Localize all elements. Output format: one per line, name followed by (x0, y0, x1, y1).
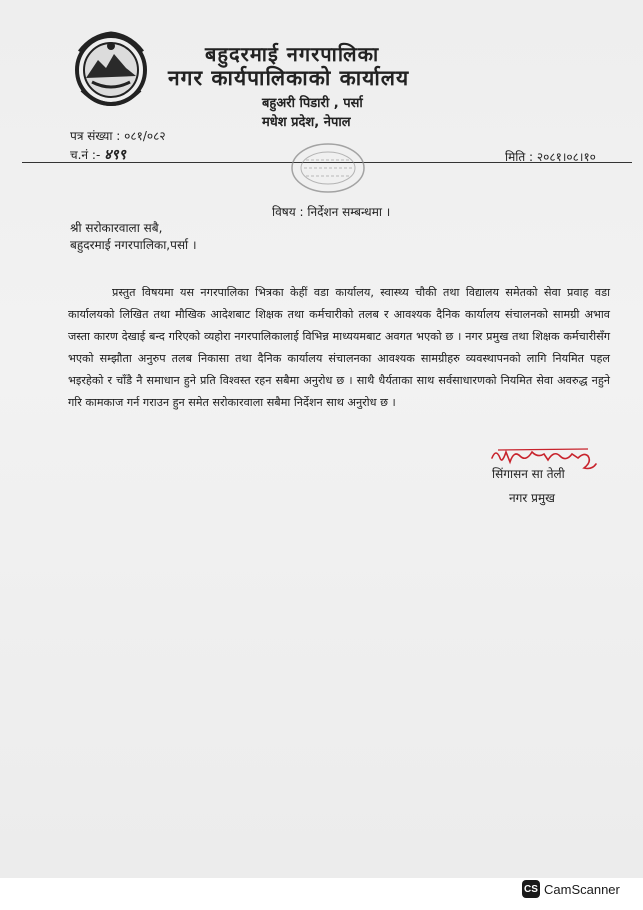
camscanner-watermark (522, 878, 620, 900)
office-stamp-icon (288, 140, 368, 196)
signatory-name: सिंगासन सा तेली (492, 467, 565, 481)
nepal-emblem-icon (72, 30, 150, 108)
camscanner-name: CamScanner (544, 881, 620, 897)
letter-subject: विषय : निर्देशन सम्बन्धमा । (272, 205, 391, 219)
office-name: बहुदरमाई नगरपालिका (205, 42, 380, 66)
address-line-1: बहुअरी पिडारी , पर्सा (262, 96, 363, 111)
letter-body: प्रस्तुत विषयमा यस नगरपालिका भित्रका केहीं वडा कार्यालय, स्वास्थ्य चौकी तथा विद्यालय समेतको सेवा प्रवाह वडा कार्यालयको लिखित तथा मौखिक आदेशबाट शिक्षक तथा कर्मचारीको तलब र आवश्यक दैनिक कार्यालय संचालनको सामग्री अभाव जस्ता कारण देखाई बन्द गरिएको व्यहोरा नगरपालिकालाई विभिन्न माध्ययमबाट अवगत भएको छ । नगर प्रमुख तथा शिक्षक कर्मचारीसँग भएको सम्झौता अनुरुप तलब निकासा तथा दैनिक कार्यालय संचालनका आवश्यक सामग्रीहरु व्यवस्थापनको लागि नियमित पहल भइरहेको र चाँडै नै समाधान हुने प्रति विश्वस्त रहन सबैमा अनुरोध छ । साथै धैर्यताका साथ सर्वसाधारणको नियमित सेवा अवरुद्ध नहुने गरि कामकाज गर्न गराउन हुन समेत सरोकारवाला सबैमा निर्देशन साथ अनुरोध छ । (68, 286, 610, 409)
address-line-2: मधेश प्रदेश, नेपाल (262, 115, 351, 130)
camscanner-logo-icon: CS (522, 880, 540, 898)
chalani-number: ४९९ (104, 147, 126, 163)
patra-sankhya: पत्र संख्या : ०८१/०८२ (70, 129, 166, 143)
office-title: नगर कार्यपालिकाको कार्यालय (168, 66, 410, 90)
recipient-line-1: श्री सरोकारवाला सबै, (70, 221, 163, 235)
chalani-label: च.नं :- (70, 148, 101, 162)
signatory-title: नगर प्रमुख (509, 491, 555, 505)
recipient-line-2: बहुदरमाई नगरपालिका,पर्सा । (70, 238, 197, 252)
letter-date: मिति : २०८१।०८।१० (505, 150, 596, 164)
